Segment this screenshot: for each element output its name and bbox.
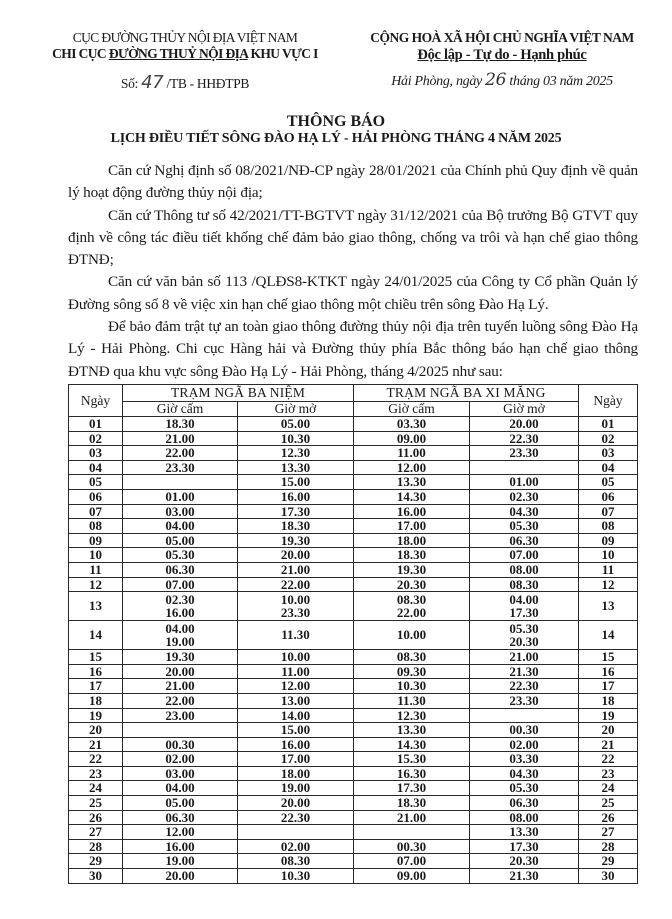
day-cell: 03 [69, 446, 123, 461]
niem-closed-cell: 21.00 [123, 679, 238, 694]
day-cell-right: 02 [579, 431, 638, 446]
ximang-open-cell: 21.30 [470, 869, 579, 884]
ximang-open-cell: 22.30 [470, 679, 579, 694]
day-cell-right: 05 [579, 475, 638, 490]
issuer-block [40, 30, 330, 93]
ximang-closed-cell: 14.30 [354, 489, 470, 504]
table-row [69, 869, 638, 884]
header-open-2: Giờ mở [470, 402, 579, 417]
ximang-closed-cell: 18.30 [354, 548, 470, 563]
day-cell-right: 04 [579, 460, 638, 475]
niem-closed-cell: 16.00 [123, 839, 238, 854]
ximang-closed-cell: 15.30 [354, 752, 470, 767]
niem-closed-cell [123, 475, 238, 490]
day-cell-right: 15 [579, 650, 638, 665]
day-cell-right: 23 [579, 766, 638, 781]
niem-closed-cell: 03.00 [123, 504, 238, 519]
paragraph: Để bảo đảm trật tự an toàn giao thông đường thủy nội địa trên tuyến luồng sông Đào Hạ Lý - Hải Phòng. Chi cục Hàng hải và Đường thủy phía Bắc thông báo hạn chế giao thông ĐTNĐ qua khu vực sông Đào Hạ Lý - Hải Phòng, tháng 4/2025 như sau: [68, 318, 638, 380]
table-row [69, 650, 638, 665]
table-row [69, 548, 638, 563]
ximang-closed-cell: 18.30 [354, 796, 470, 811]
niem-closed-cell: 06.30 [123, 810, 238, 825]
ximang-closed-cell: 19.30 [354, 562, 470, 577]
table-row [69, 839, 638, 854]
niem-open-cell: 10.30 [238, 869, 354, 884]
table-row [69, 664, 638, 679]
day-cell: 14 [69, 621, 123, 650]
niem-closed-cell: 02.30 16.00 [123, 592, 238, 621]
niem-closed-cell: 23.00 [123, 708, 238, 723]
ximang-closed-cell: 13.30 [354, 475, 470, 490]
ximang-closed-cell: 11.30 [354, 693, 470, 708]
niem-closed-cell: 19.30 [123, 650, 238, 665]
niem-closed-cell: 20.00 [123, 664, 238, 679]
ximang-closed-cell: 16.00 [354, 504, 470, 519]
niem-open-cell [238, 825, 354, 840]
day-cell: 04 [69, 460, 123, 475]
paragraph: Căn cứ Nghị định số 08/2021/NĐ-CP ngày 28/01/2021 của Chính phủ Quy định về quản lý hoạt động đường thủy nội địa; [68, 162, 638, 202]
ximang-closed-cell: 09.00 [354, 869, 470, 884]
day-cell-right: 18 [579, 693, 638, 708]
ximang-closed-cell: 14.30 [354, 737, 470, 752]
ximang-open-cell: 21.30 [470, 664, 579, 679]
table-row [69, 796, 638, 811]
table-row [69, 752, 638, 767]
ximang-open-cell: 02.00 [470, 737, 579, 752]
day-cell-right: 08 [579, 519, 638, 534]
day-cell: 13 [69, 592, 123, 621]
day-cell-right: 06 [579, 489, 638, 504]
day-cell-right: 13 [579, 592, 638, 621]
niem-open-cell: 13.30 [238, 460, 354, 475]
niem-closed-cell: 01.00 [123, 489, 238, 504]
ximang-open-cell: 01.00 [470, 475, 579, 490]
niem-open-cell: 14.00 [238, 708, 354, 723]
table-row [69, 854, 638, 869]
day-cell-right: 12 [579, 577, 638, 592]
header-day-left: Ngày [69, 385, 123, 417]
day-cell: 24 [69, 781, 123, 796]
ximang-open-cell: 20.00 [470, 417, 579, 432]
day-cell: 17 [69, 679, 123, 694]
table-row [69, 533, 638, 548]
niem-open-cell: 05.00 [238, 417, 354, 432]
table-row [69, 475, 638, 490]
niem-closed-cell: 23.30 [123, 460, 238, 475]
table-row [69, 460, 638, 475]
ximang-open-cell: 05.30 [470, 519, 579, 534]
table-row [69, 723, 638, 738]
niem-open-cell: 12.30 [238, 446, 354, 461]
paragraph: Căn cứ Thông tư số 42/2021/TT-BGTVT ngày 31/12/2021 của Bộ trưởng Bộ GTVT quy định về công tác điều tiết khống chế đảm bảo giao thông, chống va trôi và hạn chế giao thông ĐTNĐ; [68, 206, 638, 269]
day-cell-right: 16 [579, 664, 638, 679]
ximang-open-cell: 00.30 [470, 723, 579, 738]
day-cell-right: 19 [579, 708, 638, 723]
day-cell: 29 [69, 854, 123, 869]
ximang-open-cell: 04.30 [470, 504, 579, 519]
nation-name: CỘNG HOÀ XÃ HỘI CHỦ NGHĨA VIỆT NAM [370, 30, 634, 45]
ximang-closed-cell [354, 825, 470, 840]
day-cell-right: 03 [579, 446, 638, 461]
niem-open-cell: 10.00 23.30 [238, 592, 354, 621]
header-closed-1: Giờ cấm [123, 402, 238, 417]
table-row [69, 766, 638, 781]
ximang-open-cell [470, 708, 579, 723]
header-day-right: Ngày [579, 385, 638, 417]
niem-open-cell: 02.00 [238, 839, 354, 854]
table-row [69, 781, 638, 796]
niem-closed-cell: 21.00 [123, 431, 238, 446]
national-motto: Độc lập - Tự do - Hạnh phúc [417, 47, 587, 63]
day-cell: 12 [69, 577, 123, 592]
table-row [69, 417, 638, 432]
table-row [69, 489, 638, 504]
niem-open-cell: 22.30 [238, 810, 354, 825]
niem-closed-cell: 04.00 [123, 519, 238, 534]
place-date: Hải Phòng, ngày 26 tháng 03 năm 2025 [391, 70, 613, 90]
header-station-nga-ba-xi-mang: TRẠM NGÃ BA XI MĂNG [354, 385, 579, 402]
day-cell: 23 [69, 766, 123, 781]
schedule-body [69, 417, 638, 884]
national-header [352, 30, 652, 90]
niem-closed-cell: 18.30 [123, 417, 238, 432]
day-cell: 05 [69, 475, 123, 490]
niem-open-cell: 18.00 [238, 766, 354, 781]
niem-closed-cell [123, 723, 238, 738]
day-cell-right: 27 [579, 825, 638, 840]
day-cell-right: 24 [579, 781, 638, 796]
handwritten-number: 47 [141, 72, 164, 93]
day-cell: 20 [69, 723, 123, 738]
niem-closed-cell: 07.00 [123, 577, 238, 592]
document-number: Số: 47 /TB - HHĐTPB [120, 72, 250, 93]
table-row [69, 504, 638, 519]
niem-closed-cell: 22.00 [123, 446, 238, 461]
day-cell: 19 [69, 708, 123, 723]
ximang-open-cell: 06.30 [470, 796, 579, 811]
handwritten-day: 26 [485, 70, 507, 90]
day-cell-right: 21 [579, 737, 638, 752]
ximang-closed-cell: 12.30 [354, 708, 470, 723]
ximang-open-cell: 08.30 [470, 577, 579, 592]
day-cell: 08 [69, 519, 123, 534]
table-row [69, 519, 638, 534]
body-text [68, 160, 638, 383]
day-cell-right: 29 [579, 854, 638, 869]
niem-open-cell: 21.00 [238, 562, 354, 577]
niem-open-cell: 22.00 [238, 577, 354, 592]
ximang-closed-cell: 03.30 [354, 417, 470, 432]
ximang-open-cell: 17.30 [470, 839, 579, 854]
niem-open-cell: 17.00 [238, 752, 354, 767]
day-cell: 30 [69, 869, 123, 884]
ximang-closed-cell: 00.30 [354, 839, 470, 854]
ximang-open-cell: 04.30 [470, 766, 579, 781]
day-cell-right: 25 [579, 796, 638, 811]
ximang-open-cell: 22.30 [470, 431, 579, 446]
table-row [69, 446, 638, 461]
niem-open-cell: 10.30 [238, 431, 354, 446]
table-row [69, 679, 638, 694]
header-open-1: Giờ mở [238, 402, 354, 417]
day-cell: 01 [69, 417, 123, 432]
ximang-closed-cell: 17.00 [354, 519, 470, 534]
niem-closed-cell: 00.30 [123, 737, 238, 752]
ximang-closed-cell: 12.00 [354, 460, 470, 475]
day-cell: 25 [69, 796, 123, 811]
document-title: THÔNG BÁO [286, 113, 386, 130]
niem-open-cell: 17.30 [238, 504, 354, 519]
table-row [69, 577, 638, 592]
day-cell: 26 [69, 810, 123, 825]
ximang-closed-cell: 11.00 [354, 446, 470, 461]
day-cell-right: 20 [579, 723, 638, 738]
day-cell-right: 22 [579, 752, 638, 767]
ximang-closed-cell: 09.30 [354, 664, 470, 679]
ximang-closed-cell: 08.30 [354, 650, 470, 665]
parent-agency: CỤC ĐƯỜNG THỦY NỘI ĐỊA VIỆT NAM [72, 30, 298, 45]
day-cell: 10 [69, 548, 123, 563]
day-cell-right: 14 [579, 621, 638, 650]
ximang-open-cell: 06.30 [470, 533, 579, 548]
niem-open-cell: 08.30 [238, 854, 354, 869]
day-cell-right: 26 [579, 810, 638, 825]
day-cell: 21 [69, 737, 123, 752]
document-subtitle: LỊCH ĐIỀU TIẾT SÔNG ĐÀO HẠ LÝ - HẢI PHÒNG THÁNG 4 NĂM 2025 [110, 131, 562, 146]
niem-open-cell: 13.00 [238, 693, 354, 708]
ximang-closed-cell: 21.00 [354, 810, 470, 825]
ximang-open-cell [470, 460, 579, 475]
ximang-open-cell: 02.30 [470, 489, 579, 504]
niem-open-cell: 10.00 [238, 650, 354, 665]
ximang-open-cell: 23.30 [470, 693, 579, 708]
table-row [69, 810, 638, 825]
niem-closed-cell: 12.00 [123, 825, 238, 840]
ximang-open-cell: 07.00 [470, 548, 579, 563]
day-cell: 09 [69, 533, 123, 548]
niem-closed-cell: 19.00 [123, 854, 238, 869]
niem-closed-cell: 04.00 [123, 781, 238, 796]
ximang-open-cell: 04.00 17.30 [470, 592, 579, 621]
ximang-closed-cell: 10.30 [354, 679, 470, 694]
day-cell: 27 [69, 825, 123, 840]
header-station-nga-ba-niem: TRẠM NGÃ BA NIỆM [123, 385, 354, 402]
table-row [69, 737, 638, 752]
schedule-table [68, 384, 638, 884]
table-row [69, 621, 638, 650]
niem-closed-cell: 20.00 [123, 869, 238, 884]
niem-open-cell: 19.30 [238, 533, 354, 548]
ximang-open-cell: 13.30 [470, 825, 579, 840]
niem-open-cell: 12.00 [238, 679, 354, 694]
ximang-open-cell: 05.30 20.30 [470, 621, 579, 650]
niem-open-cell: 18.30 [238, 519, 354, 534]
table-row [69, 693, 638, 708]
table-row [69, 708, 638, 723]
niem-closed-cell: 05.30 [123, 548, 238, 563]
ximang-closed-cell: 07.00 [354, 854, 470, 869]
niem-closed-cell: 06.30 [123, 562, 238, 577]
day-cell: 28 [69, 839, 123, 854]
day-cell-right: 07 [579, 504, 638, 519]
niem-open-cell: 20.00 [238, 548, 354, 563]
day-cell-right: 01 [579, 417, 638, 432]
day-cell: 07 [69, 504, 123, 519]
ximang-open-cell: 08.00 [470, 562, 579, 577]
day-cell-right: 17 [579, 679, 638, 694]
sub-agency: CHI CỤC ĐƯỜNG THUỶ NỘI ĐỊA KHU VỰC I [52, 46, 318, 61]
niem-open-cell: 19.00 [238, 781, 354, 796]
header-closed-2: Giờ cấm [354, 402, 470, 417]
niem-open-cell: 15.00 [238, 723, 354, 738]
table-row [69, 825, 638, 840]
day-cell-right: 11 [579, 562, 638, 577]
niem-closed-cell: 05.00 [123, 796, 238, 811]
ximang-open-cell: 21.00 [470, 650, 579, 665]
table-row [69, 562, 638, 577]
ximang-closed-cell: 09.00 [354, 431, 470, 446]
ximang-closed-cell: 16.30 [354, 766, 470, 781]
niem-closed-cell: 03.00 [123, 766, 238, 781]
ximang-open-cell: 23.30 [470, 446, 579, 461]
niem-open-cell: 11.00 [238, 664, 354, 679]
ximang-closed-cell: 20.30 [354, 577, 470, 592]
niem-open-cell: 16.00 [238, 489, 354, 504]
ximang-closed-cell: 10.00 [354, 621, 470, 650]
niem-closed-cell: 22.00 [123, 693, 238, 708]
ximang-open-cell: 03.30 [470, 752, 579, 767]
day-cell-right: 28 [579, 839, 638, 854]
day-cell: 18 [69, 693, 123, 708]
day-cell: 06 [69, 489, 123, 504]
niem-closed-cell: 04.00 19.00 [123, 621, 238, 650]
niem-open-cell: 11.30 [238, 621, 354, 650]
ximang-closed-cell: 08.30 22.00 [354, 592, 470, 621]
day-cell-right: 09 [579, 533, 638, 548]
paragraph: Căn cứ văn bản số 113 /QLĐS8-KTKT ngày 24/01/2025 của Công ty Cổ phần Quản lý Đường sông số 8 về việc xin hạn chế giao thông một chiều trên sông Đào Hạ Lý. [68, 273, 638, 313]
ximang-open-cell: 08.00 [470, 810, 579, 825]
day-cell: 11 [69, 562, 123, 577]
niem-open-cell: 20.00 [238, 796, 354, 811]
day-cell: 02 [69, 431, 123, 446]
ximang-closed-cell: 13.30 [354, 723, 470, 738]
niem-open-cell: 15.00 [238, 475, 354, 490]
day-cell-right: 30 [579, 869, 638, 884]
day-cell: 15 [69, 650, 123, 665]
niem-open-cell: 16.00 [238, 737, 354, 752]
niem-closed-cell: 05.00 [123, 533, 238, 548]
table-row [69, 592, 638, 621]
ximang-closed-cell: 17.30 [354, 781, 470, 796]
ximang-open-cell: 20.30 [470, 854, 579, 869]
table-row [69, 431, 638, 446]
day-cell-right: 10 [579, 548, 638, 563]
niem-closed-cell: 02.00 [123, 752, 238, 767]
day-cell: 22 [69, 752, 123, 767]
day-cell: 16 [69, 664, 123, 679]
ximang-closed-cell: 18.00 [354, 533, 470, 548]
ximang-open-cell: 05.30 [470, 781, 579, 796]
